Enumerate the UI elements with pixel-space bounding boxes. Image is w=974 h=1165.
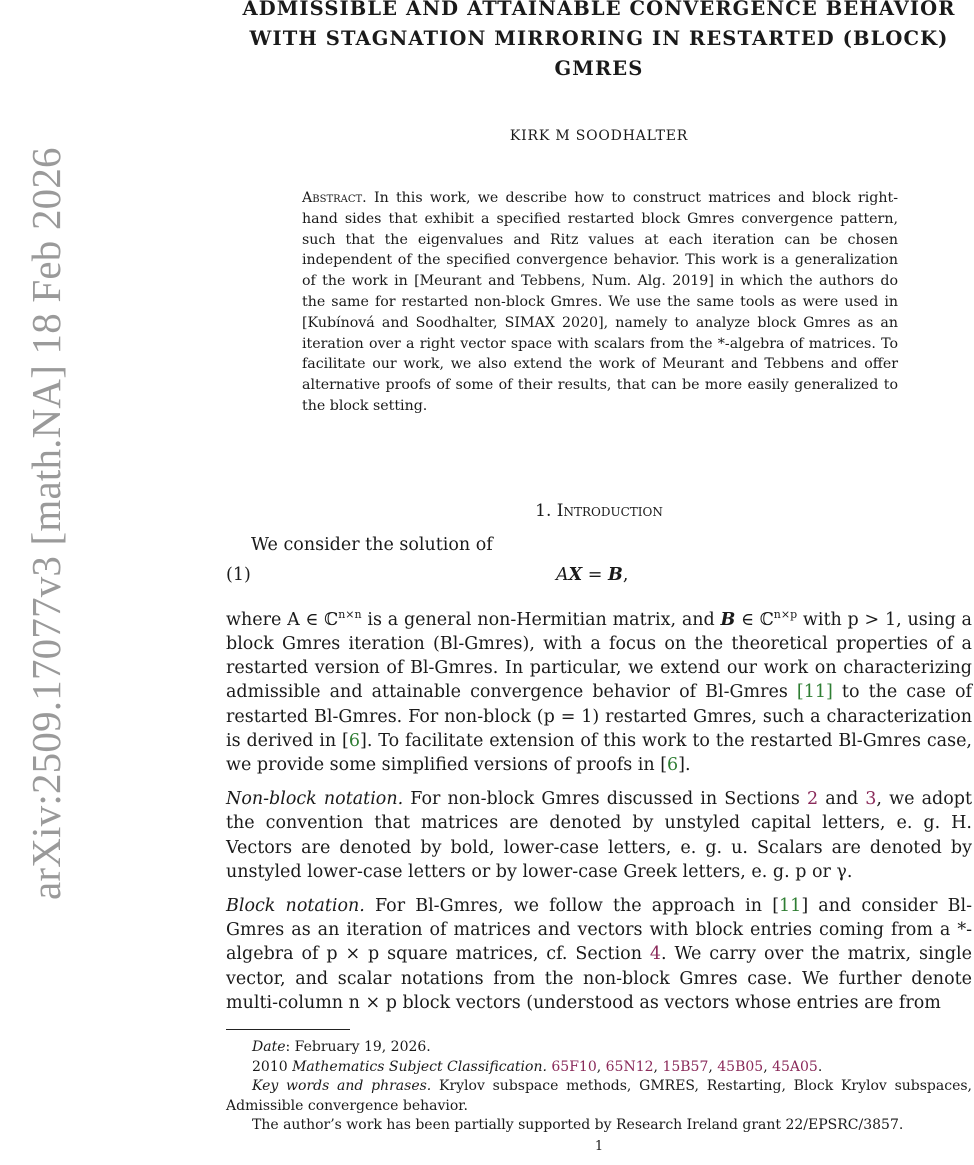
- section-heading: [226, 501, 972, 521]
- title-line-2: WITH STAGNATION MIRRORING IN RESTARTED (BLOCK): [249, 27, 949, 50]
- footnote-rule: [226, 1029, 350, 1030]
- section-title: Introduction: [556, 500, 663, 521]
- arxiv-sidebar: [0, 0, 69, 1000]
- section-4-link[interactable]: 4: [649, 944, 662, 965]
- citation-6-second[interactable]: 6: [667, 755, 679, 776]
- arxiv-identifier: arXiv:2509.17077v3 [math.NA] 18 Feb 2026: [23, 147, 69, 900]
- page-number: 1: [594, 1138, 604, 1154]
- footnotes: [226, 1038, 972, 1136]
- paragraph-nonblock-notation: Non-block notation. For non-block Gmres discussed in Sections 2 and 3, we adopt the convention that matrices are denoted by unstyled capital letters, e. g. H. Vectors are denoted by bold, lower-case letters, e. g. u. Scalars are denoted by unstyled lower-case letters or by lower-case Greek letters, e. g. p or γ.: [226, 789, 972, 882]
- citation-11-block[interactable]: 11: [779, 896, 802, 917]
- paper-title: [226, 0, 972, 84]
- title-line-3: GMRES: [554, 57, 644, 80]
- msc-code[interactable]: 65N12: [605, 1058, 654, 1075]
- footnote-date: Date: February 19, 2026.: [252, 1039, 431, 1056]
- msc-code[interactable]: 45B05: [717, 1058, 764, 1075]
- footnote-funding: The author’s work has been partially supported by Research Ireland grant 22/EPSRC/3857.: [252, 1117, 904, 1134]
- msc-code[interactable]: 15B57: [662, 1058, 709, 1075]
- paper-page: [226, 0, 972, 1154]
- title-line-1: ADMISSIBLE AND ATTAINABLE CONVERGENCE BEHAVIOR: [242, 0, 956, 20]
- msc-code[interactable]: 65F10: [551, 1058, 597, 1075]
- section-2-link[interactable]: 2: [806, 789, 819, 810]
- abstract-text: In this work, we describe how to construct matrices and block right-hand sides that exhibit a specified restarted block Gmres convergence pattern, such that the eigenvalues and Ritz values at each iteration can be chosen independent of the specified convergence behavior. This work is a generalization of the work in [Meurant and Tebbens, Num. Alg. 2019] in which the authors do the same for restarted non-block Gmres. We use the same tools as were used in [Kubínová and Soodhalter, SIMAX 2020], namely to analyze block Gmres as an iteration over a right vector space with scalars from the *-algebra of matrices. To facilitate our work, we also extend the work of Meurant and Tebbens and offer alternative proofs of some of their results, that can be more easily generalized to the block setting.: [302, 190, 898, 414]
- equation-1: [226, 557, 972, 597]
- footnote-msc: 2010 Mathematics Subject Classification. 65F10, 65N12, 15B57, 45B05, 45A05.: [252, 1058, 823, 1075]
- author-name: KIRK M SOODHALTER: [509, 128, 689, 144]
- equation-body: AX = B,: [556, 564, 629, 585]
- section-number: 1.: [535, 500, 552, 521]
- equation-number: (1): [226, 564, 251, 585]
- paragraph-problem: where A ∈ ℂ$^{n\times n}$ is a general non-Hermitian matrix, and B ∈ ℂ$^{n\times p}$ with p > 1, using a block Gmres iteration (Bl-Gmres), with a focus on the theoretical properties of a restarted version of Bl-Gmres. In particular, we extend our work on characterizing admissible and attainable convergence behavior of Bl-Gmres [11] to the case of restarted Bl-Gmres. For non-block (p = 1) restarted Gmres, such a characterization is derived in [6]. To facilitate extension of this work to the restarted Bl-Gmres case, we provide some simplified versions of proofs in [6].: [226, 607, 972, 776]
- footnote-keywords: Key words and phrases. Krylov subspace methods, GMRES, Restarting, Block Krylov subspaces, Admissible convergence behavior.: [226, 1078, 972, 1114]
- abstract: [302, 188, 898, 417]
- msc-code[interactable]: 45A05: [772, 1058, 818, 1075]
- abstract-label: Abstract.: [302, 190, 367, 206]
- intro-lead: We consider the solution of: [251, 534, 493, 555]
- paragraph-block-notation: Block notation. For Bl-Gmres, we follow the approach in [11] and consider Bl-Gmres as an iteration of matrices and vectors with block entries coming from a *-algebra of p × p square matrices, cf. Section 4. We carry over the matrix, single vector, and scalar notations from the non-block Gmres case. We further denote multi-column n × p block vectors (understood as vectors whose entries are from: [226, 896, 972, 1013]
- citation-11[interactable]: [11]: [796, 682, 833, 703]
- citation-6[interactable]: 6: [348, 730, 360, 751]
- section-3-link[interactable]: 3: [865, 789, 877, 810]
